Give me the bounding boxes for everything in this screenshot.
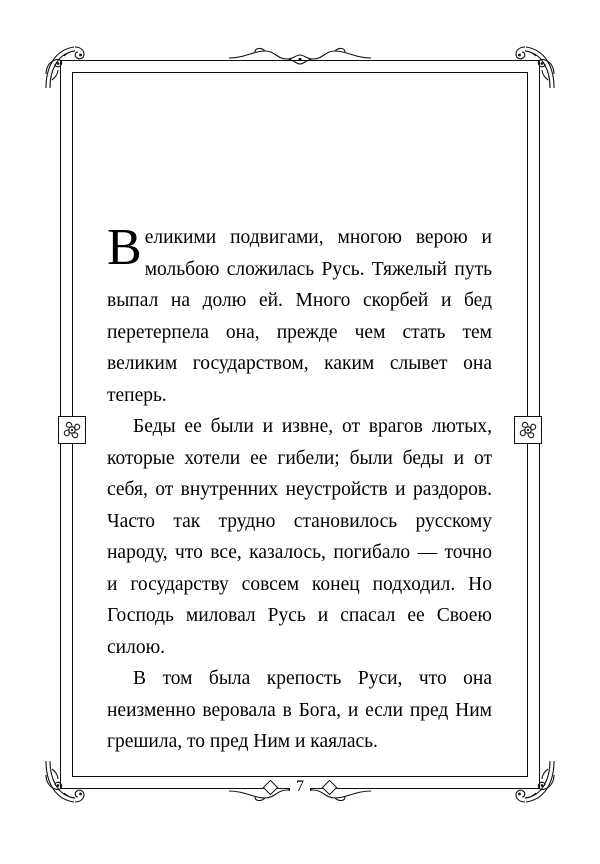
paragraph-text: В том была крепость Руси, что она неизменно веровала в Бога, и если пред Ним грешила, то пред Ним и каялась.: [107, 668, 492, 752]
paragraph: [107, 219, 492, 411]
diamond-icon: [263, 779, 279, 795]
page-number: 7: [290, 779, 310, 795]
rosette-medallion-icon: [58, 416, 86, 444]
body-text: [107, 219, 492, 758]
corner-flourish-icon: [510, 44, 556, 90]
paragraph-text: еликими подвигами, многою верою и мольбою сложилась Русь. Тяжелый путь выпал на долю ей. Много скорбей и бед перетерпела она, прежде чем стать тем великим государством, каким слывет она теперь.: [107, 227, 492, 406]
top-center-flourish-icon: [225, 46, 375, 70]
corner-flourish-icon: [44, 44, 90, 90]
diamond-icon: [322, 779, 338, 795]
paragraph: [107, 411, 492, 663]
paragraph: [107, 663, 492, 758]
folio: [0, 773, 600, 801]
drop-cap: В: [107, 219, 142, 276]
rosette-medallion-icon: [514, 416, 542, 444]
paragraph-text: Беды ее были и извне, от врагов лютых, которые хотели ее гибели; были беды и от себя, от внутренних неустройств и раздоров. Часто так трудно становилось русскому народу, что все, казалось, погибало — точно и государству совсем конец подходил. Но Господь миловал Русь и спасал ее Своею силою.: [107, 416, 492, 658]
